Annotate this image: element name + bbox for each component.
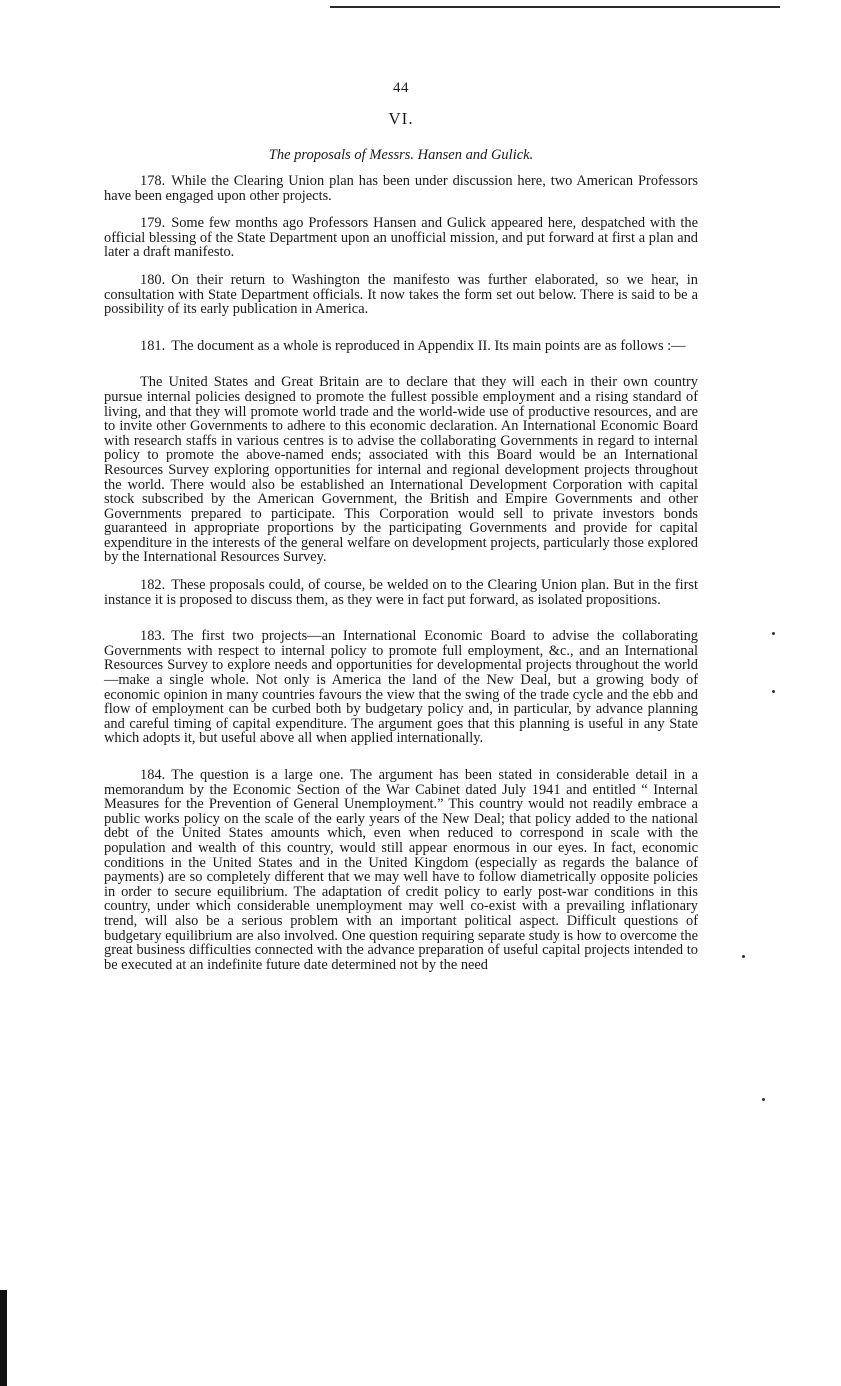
paragraph-number: 182. [140,577,166,594]
paragraph-text: Some few months ago Professors Hansen and Gulick appeared here, despatched with the official blessing of the State Department upon an unofficial mission, and put forward at first a plan and later a draft manifesto. [104,215,698,261]
paragraph-number: 178. [140,173,166,189]
page-number: 44 [393,80,409,96]
paragraph-text: While the Clearing Union plan has been under discussion here, two American Professors have been engaged upon other projects. [104,173,698,204]
scan-speck [772,690,775,693]
document-page [104,80,698,985]
scan-edge-bar [0,1290,7,1386]
section-number: VI. [388,109,414,128]
paragraph-text: On their return to Washington the manifesto was further elaborated, so we hear, in consultation with State Department officials. It now takes the form set out below. There is said to be a possibility of its early publication in America. [104,271,698,318]
paragraph-number: 180. [140,271,166,288]
scan-speck [762,1098,765,1101]
scan-speck [742,955,745,958]
paragraph-text: The document as a whole is reproduced in Appendix II. Its main points are as follows :— [171,337,686,354]
scan-speck [772,632,775,635]
paragraph-181 [104,339,698,354]
paragraph-179 [104,216,698,260]
paragraph-184 [104,768,698,972]
paragraph-182 [104,578,698,607]
paragraph-number: 184. [140,767,166,783]
section-title: The proposals of Messrs. Hansen and Gulick. [268,147,534,163]
paragraph-183 [104,629,698,746]
paragraph-number: 183. [140,628,166,645]
quoted-summary: The United States and Great Britain are to declare that they will each in their own country pursue internal policies designed to promote the fullest possible employment and a rising standard of living, and that they will promote world trade and the world-wide use of productive resources, and are to invite other Governments to adhere to this economic declaration. An International Economic Board with research staffs in various centres is to advise the collaborating Governments in regard to internal policy to promote the above-named ends; associated with this Board would be an International Resources Survey exploring opportunities for internal and regional development projects throughout the world. There would also be established an International Development Corporation with capital stock subscribed by the American Government, the British and Empire Governments and other Governments prepared to participate. This Corporation would sell to private investors bonds guaranteed in appropriate proportions by the participating Governments and provide for capital expenditure in the interests of the general welfare on development projects, particularly those explored by the International Resources Survey. [104,374,698,566]
top-rule [330,6,780,8]
paragraph-178 [104,174,698,203]
paragraph-text: These proposals could, of course, be welded on to the Clearing Union plan. But in the first instance it is proposed to discuss them, as they were in fact put forward, as isolated propositions. [104,577,698,608]
paragraph-text: The question is a large one. The argument has been stated in considerable detail in a memorandum by the Economic Section of the War Cabinet dated July 1941 and entitled “ Internal Measures for the Prevention of General Unemployment.” This country would not readily embrace a public works policy on the scale of the early years of the New Deal; that policy added to the national debt of the United States amounts which, even when reduced to correspond in scale with the population and wealth of this country, would still appear enormous in our eyes. In fact, economic conditions in the United States and in the United Kingdom (especially as regards the balance of payments) are so completely different that we may well have to follow diametrically opposite policies in order to secure equilibrium. The adaptation of credit policy to early post-war conditions in this country, under which considerable unemployment may well co-exist with a prevailing inflationary trend, will also be a serious problem with an important political aspect. Difficult questions of budgetary equilibrium are also involved. One question requiring separate study is how to overcome the great business difficulties connected with the advance preparation of useful capital projects intended to be executed at an indefinite future date determined not by the need [104,767,698,973]
paragraph-text: The first two projects—an International Economic Board to advise the collaborating Governments with respect to internal policy to promote full employment, &c., and an International Resources Survey to explore needs and opportunities for developmental projects throughout the world—make a single whole. Not only is America the land of the New Deal, but a growing body of economic opinion in many countries favours the view that the swing of the trade cycle and the ebb and flow of employment can be curbed both by budgetary policy and, in particular, by advance planning and careful timing of capital expenditure. The argument goes that this planning is useful in any State which adopts it, but useful above all when applied internationally. [104,628,698,747]
paragraph-180 [104,273,698,317]
paragraph-number: 181. [140,337,166,354]
paragraph-number: 179. [140,215,166,232]
